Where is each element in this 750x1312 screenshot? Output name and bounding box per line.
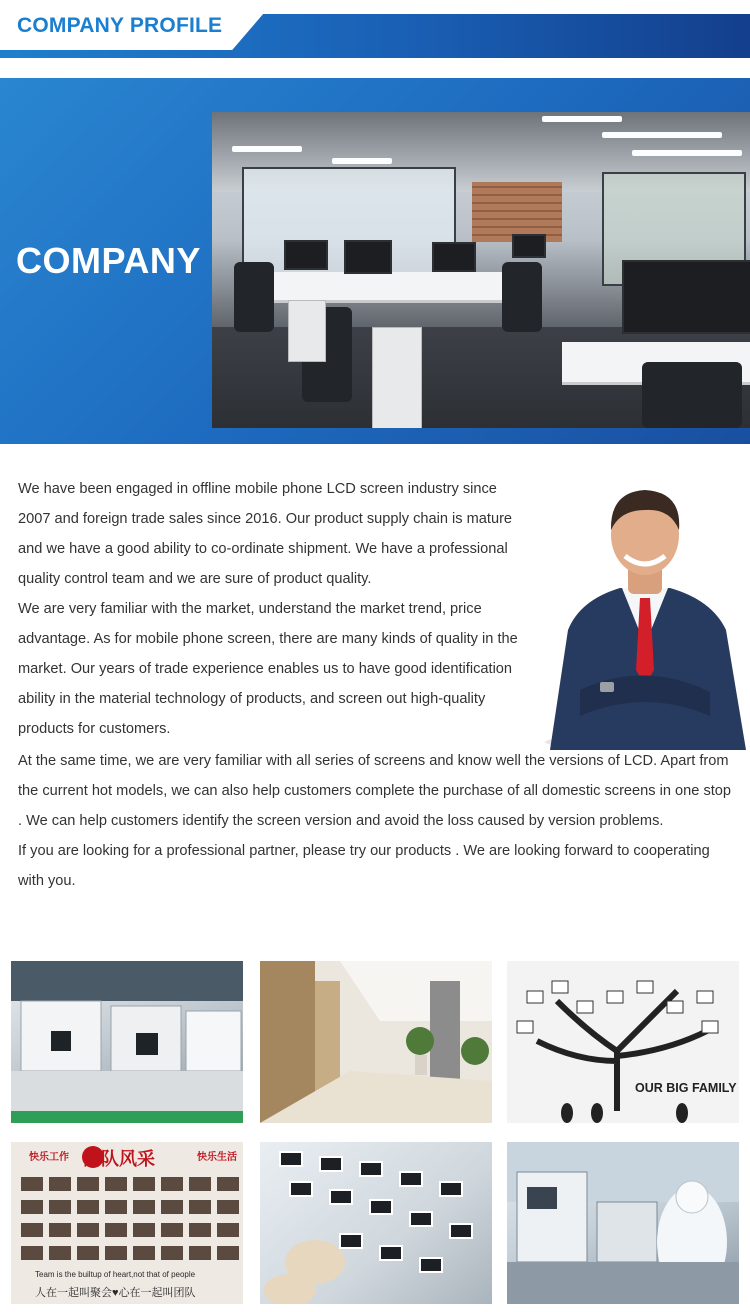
gallery-family-wall [507, 961, 739, 1123]
lcd-screens-image [260, 1142, 492, 1304]
gallery-office-corridor [260, 961, 492, 1123]
gallery-cleanroom-workers [507, 1142, 739, 1304]
monitor [622, 260, 750, 334]
businessman-photo [540, 480, 750, 750]
hero-title: COMPANY [16, 240, 201, 281]
office-chair [502, 262, 542, 332]
intro-block-1 [18, 474, 533, 744]
monitor [344, 240, 392, 274]
file-cabinet [288, 300, 326, 362]
office-photo [212, 112, 750, 428]
section-header [0, 0, 750, 58]
cleanroom-image [507, 1142, 739, 1304]
intro-paragraph: If you are looking for a professional partner, please try our products . We are looking forward to cooperating with you. [18, 843, 710, 889]
businessman-illustration [540, 480, 750, 750]
ceiling-light [632, 150, 742, 156]
intro-paragraph: We have been engaged in offline mobile phone LCD screen industry since 2007 and foreign trade sales since 2016. Our product supply chain is mature and we have a good ability to co-ordinate shipment. We have a professional quality control team and we are sure of product quality. [18, 481, 513, 587]
family-tree-image [507, 961, 739, 1123]
brick-wall [472, 182, 562, 242]
ceiling-light [232, 146, 302, 152]
gallery-team-wall [11, 1142, 243, 1304]
page-title: COMPANY PROFILE [17, 14, 223, 37]
ceiling-light [542, 116, 622, 122]
office-chair [642, 362, 742, 428]
team-center-title: 团队风采 [83, 1149, 155, 1169]
team-footer-cn: 人在一起叫聚会♥心在一起叫团队 [35, 1287, 196, 1299]
gallery-factory-machines [11, 961, 243, 1123]
ceiling-light [602, 132, 722, 138]
gallery-lcd-screens [260, 1142, 492, 1304]
team-left-slogan: 快乐工作 [29, 1152, 69, 1163]
team-right-slogan: 快乐生活 [197, 1152, 237, 1163]
monitor [432, 242, 476, 272]
intro-block-2 [18, 746, 733, 896]
monitor [512, 234, 546, 258]
office-chair [234, 262, 274, 332]
factory-machines-image [11, 961, 243, 1123]
ceiling-light [332, 158, 392, 164]
intro-paragraph: We are very familiar with the market, understand the market trend, price advantage. As for mobile phone screen, there are many kinds of quality in the market. Our years of trade experience enables us to have good identification ability in the material technology of products, and screen out high-quality products for customers. [18, 601, 518, 737]
file-cabinet [372, 327, 422, 428]
team-footer-en: Team is the builtup of heart,not that of people [35, 1270, 196, 1279]
office-corridor-image [260, 961, 492, 1123]
monitor [284, 240, 328, 270]
family-caption: OUR BIG FAMILY [635, 1081, 737, 1095]
intro-paragraph: At the same time, we are very familiar with all series of screens and know well the versions of LCD. Apart from the current hot models, we can also help customers complete the purchase of all domestic screens in one stop . We can help customers identify the screen version and avoid the loss caused by version problems. [18, 753, 732, 829]
office-desk [272, 272, 532, 303]
hero-banner [0, 78, 750, 444]
